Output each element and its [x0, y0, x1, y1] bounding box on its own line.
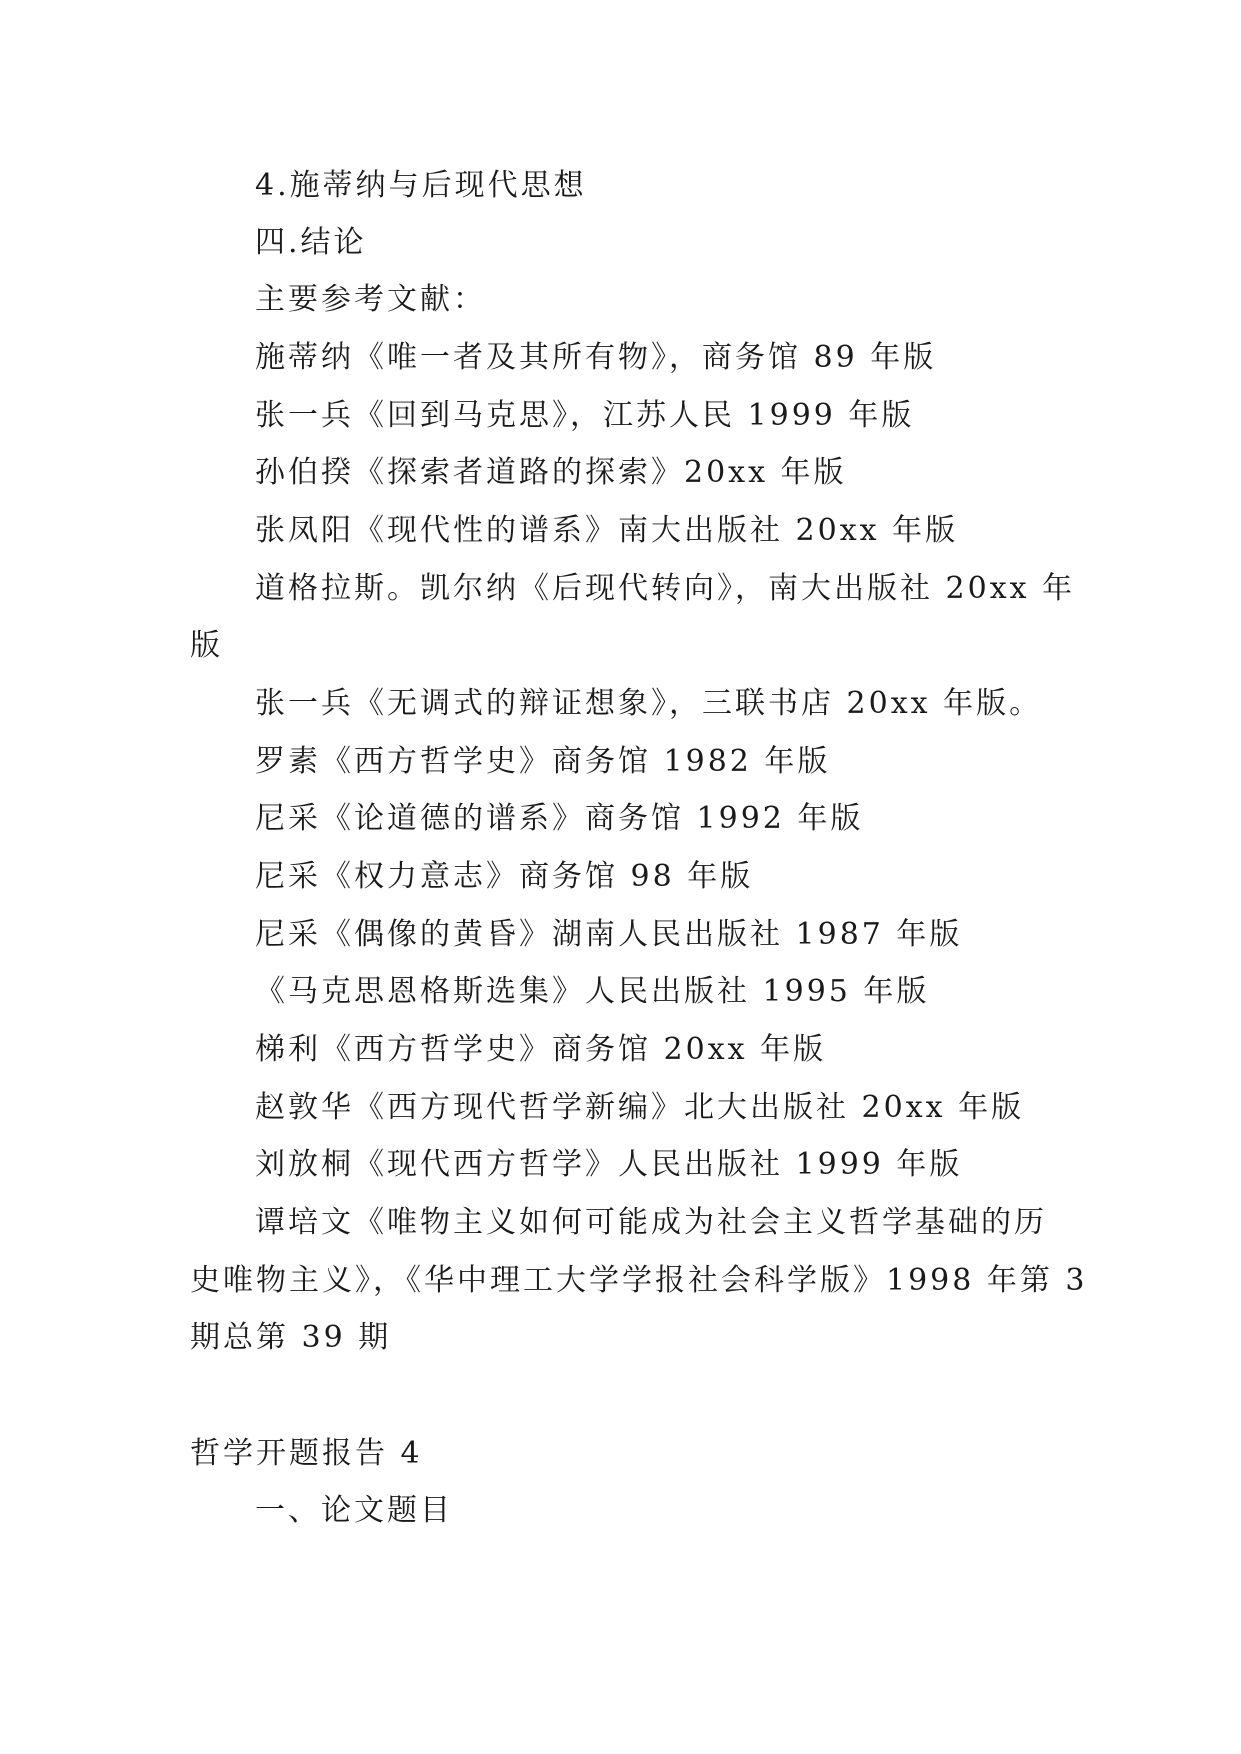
reference-item: 《马克思恩格斯选集》人民出版社 1995 年版	[255, 974, 930, 1009]
reference-item-continuation: 史唯物主义》，《华中理工大学学报社会科学版》1998 年第 3	[190, 1263, 1088, 1298]
reference-item: 孙伯揆《探索者道路的探索》20xx 年版	[255, 455, 847, 490]
reference-item: 施蒂纳《唯一者及其所有物》，商务馆 89 年版	[255, 340, 937, 375]
references-heading: 主要参考文献：	[255, 282, 486, 317]
reference-item: 梯利《西方哲学史》商务馆 20xx 年版	[255, 1032, 827, 1067]
reference-item: 尼采《论道德的谱系》商务馆 1992 年版	[255, 801, 864, 836]
reference-item-continuation: 期总第 39 期	[190, 1320, 392, 1355]
report-title: 哲学开题报告 4	[190, 1436, 423, 1471]
reference-item: 刘放桐《现代西方哲学》人民出版社 1999 年版	[255, 1147, 963, 1182]
reference-item: 尼采《权力意志》商务馆 98 年版	[255, 859, 754, 894]
outline-item-4: 4.施蒂纳与后现代思想	[255, 168, 587, 203]
reference-item: 张一兵《无调式的辩证想象》，三联书店 20xx 年版。	[255, 686, 1043, 721]
reference-item: 赵敦华《西方现代哲学新编》北大出版社 20xx 年版	[255, 1090, 1025, 1125]
reference-item: 道格拉斯。凯尔纳《后现代转向》，南大出版社 20xx 年	[255, 571, 1076, 606]
reference-item: 尼采《偶像的黄昏》湖南人民出版社 1987 年版	[255, 917, 963, 952]
reference-item-continuation: 版	[190, 628, 223, 663]
reference-item: 谭培文《唯物主义如何可能成为社会主义哲学基础的历	[255, 1205, 1047, 1240]
reference-item: 罗素《西方哲学史》商务馆 1982 年版	[255, 744, 831, 779]
section-heading-conclusion: 四.结论	[255, 225, 367, 260]
reference-item: 张凤阳《现代性的谱系》南大出版社 20xx 年版	[255, 513, 959, 548]
reference-item: 张一兵《回到马克思》，江苏人民 1999 年版	[255, 398, 915, 433]
section-heading-thesis-title: 一、论文题目	[255, 1493, 453, 1528]
